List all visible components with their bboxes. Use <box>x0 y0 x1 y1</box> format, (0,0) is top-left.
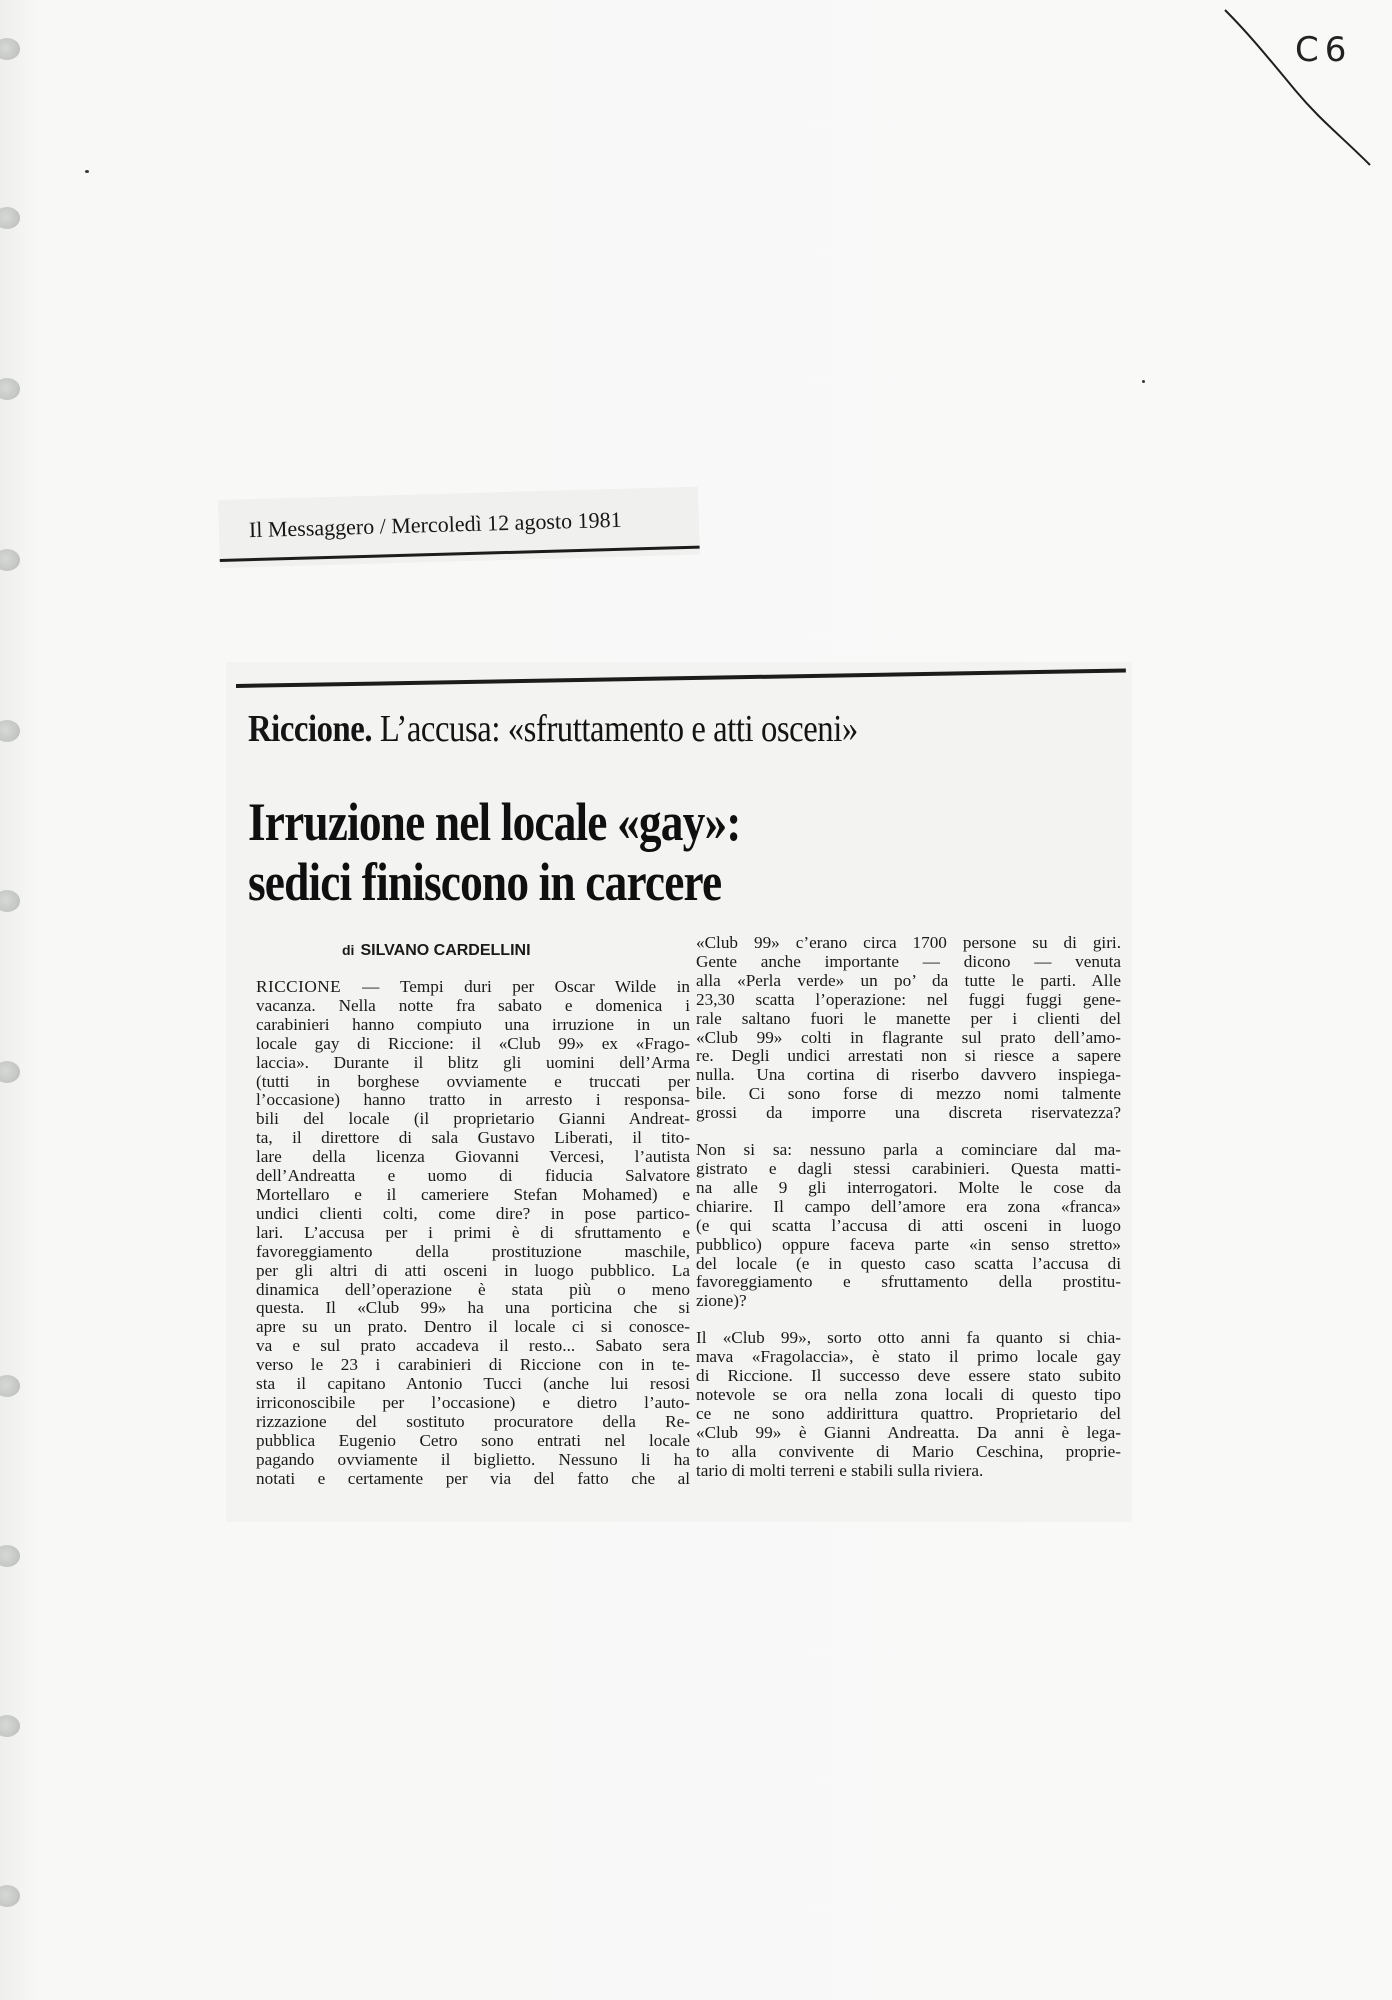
text-line: (e qui scatta l’accusa di atti osceni in luogo <box>696 1215 1121 1235</box>
punch-hole <box>0 1375 20 1397</box>
punch-hole <box>0 378 20 400</box>
text-line: sta il capitano Antonio Tucci (anche lui resosi <box>256 1374 690 1394</box>
text-line: locale gay di Riccione: il «Club 99» ex «Frago- <box>256 1033 690 1053</box>
text-line: rizzazione del sostituto procuratore della Re- <box>256 1411 690 1431</box>
text-line: Mortellaro e il cameriere Stefan Mohamed) e <box>256 1184 690 1204</box>
text-line: pubblica Eugenio Cetro sono entrati nel locale <box>256 1430 690 1450</box>
text-line: bili del locale (il proprietario Gianni Andreat- <box>256 1109 690 1129</box>
headline-line: sedici finiscono in carcere <box>248 852 722 912</box>
kicker-text: L’accusa: «sfruttamento e atti osceni» <box>372 708 858 750</box>
text-line: dell’Andreatta e uomo di fiducia Salvatore <box>256 1166 690 1186</box>
text-line: mava «Fragolaccia», è stato il primo locale gay <box>696 1347 1121 1367</box>
handwritten-slash-mark <box>1210 0 1390 180</box>
text-line: nulla. Una cortina di riserbo davvero inspiega- <box>696 1065 1121 1085</box>
text-line: ce ne sono addirittura quattro. Proprietario del <box>696 1403 1121 1423</box>
text-line: vacanza. Nella notte fra sabato e domenica i <box>256 995 690 1015</box>
text-line: chiarire. Il campo dell’amore era zona «franca» <box>696 1196 1121 1216</box>
top-rule <box>236 668 1126 688</box>
punch-hole <box>0 1715 20 1737</box>
text-line: pagando ovviamente il biglietto. Nessuno li ha <box>256 1449 690 1469</box>
kicker-place: Riccione. <box>248 708 373 750</box>
handwritten-archive-code: C6 <box>1295 30 1353 70</box>
article-column-right <box>696 934 1121 1480</box>
paragraph <box>696 1329 1121 1480</box>
dust-speck <box>85 170 89 173</box>
text-line: grossi da imporre una discreta riservatezza? <box>696 1103 1121 1123</box>
text-line: laccia». Durante il blitz gli uomini dell’Arma <box>256 1052 690 1072</box>
text-line: tario di molti terreni e stabili sulla riviera. <box>696 1460 984 1480</box>
punch-hole <box>0 1885 20 1907</box>
newspaper-clipping <box>226 662 1132 1522</box>
text-line: va e sul prato accadeva il resto... Sabato sera <box>256 1336 690 1356</box>
text-line: ta, il direttore di sala Gustavo Liberati, il tito- <box>256 1128 690 1148</box>
text-line: 23,30 scatta l’operazione: nel fuggi fuggi gene- <box>696 989 1121 1009</box>
text-line: Gente anche importante — dicono — venuta <box>696 951 1121 971</box>
text-line: «Club 99» è Gianni Andreatta. Da anni è lega- <box>696 1422 1121 1442</box>
paragraph <box>696 934 1121 1123</box>
text-line: notevole se ora nella zona locali di questo tipo <box>696 1384 1121 1404</box>
article-kicker <box>248 707 858 751</box>
text-line: undici clienti colti, come dire? in pose partico- <box>256 1203 690 1223</box>
text-line: verso le 23 i carabinieri di Riccione con in te- <box>256 1355 690 1375</box>
text-line: favoreggiamento della prostituzione maschile, <box>256 1241 690 1261</box>
text-line: carabinieri hanno compiuto una irruzione in un <box>256 1014 690 1034</box>
dateline: RICCIONE — <box>256 977 380 996</box>
text-line: lare della licenza Giovanni Vercesi, l’autista <box>256 1147 690 1167</box>
text-line: zione)? <box>696 1291 747 1311</box>
text-line: «Club 99» c’erano circa 1700 persone su di giri. <box>696 933 1121 952</box>
punch-hole <box>0 890 20 912</box>
text-line: «Club 99» colti in flagrante sul prato dell’amo- <box>696 1027 1121 1047</box>
text-line: di Riccione. Il successo deve essere stato subito <box>696 1366 1121 1386</box>
text-line: (tutti in borghese ovviamente e truccati per <box>256 1071 690 1091</box>
headline-line: Irruzione nel locale «gay»: <box>248 792 741 852</box>
text-line: alla «Perla verde» un po’ da tutte le parti. Alle <box>696 970 1121 990</box>
text-line: dinamica dell’operazione è stata più o meno <box>256 1279 690 1299</box>
text-line: na alle 9 gli interrogatori. Molte le cose da <box>696 1177 1121 1197</box>
text-line: apre su un prato. Dentro il locale ci si conosce- <box>256 1317 690 1337</box>
masthead-rule <box>220 546 700 562</box>
article-column-left <box>256 978 690 1488</box>
paragraph <box>696 1141 1121 1311</box>
text-line: to alla convivente di Mario Ceschina, proprie- <box>696 1441 1121 1461</box>
text-line: bile. Ci sono forse di mezzo nomi talmente <box>696 1084 1121 1104</box>
text-line: del locale (e in questo caso scatta l’accusa di <box>696 1253 1121 1273</box>
dust-speck <box>1142 380 1145 383</box>
punch-hole <box>0 720 20 742</box>
text-line: RICCIONE — Tempi duri per Oscar Wilde in <box>256 977 690 996</box>
masthead-text: Il Messaggero / Mercoledì 12 agosto 1981 <box>248 506 622 543</box>
text-line: l’occasione) hanno tratto in arresto i responsa- <box>256 1090 690 1110</box>
text-line: re. Degli undici arrestati non si riesce a sapere <box>696 1046 1121 1066</box>
byline-prefix: di <box>342 942 355 958</box>
text-line: Il «Club 99», sorto otto anni fa quanto si chia- <box>696 1328 1121 1348</box>
text-line: gistrato e dagli stessi carabinieri. Questa matti- <box>696 1158 1121 1178</box>
article-headline <box>248 792 741 912</box>
punch-hole <box>0 1545 20 1567</box>
text-line: Non si sa: nessuno parla a cominciare dal ma- <box>696 1140 1121 1160</box>
text-line: per gli altri di atti osceni in luogo pubblico. La <box>256 1260 690 1280</box>
punch-hole <box>0 549 20 571</box>
text-line: pubblico) oppure faceva parte «in senso stretto» <box>696 1234 1121 1254</box>
text-line: notati e certamente per via del fatto che al <box>256 1468 690 1488</box>
punch-hole <box>0 1061 20 1083</box>
punch-hole <box>0 207 20 229</box>
text-line: lari. L’accusa per i primi è di sfruttamento e <box>256 1222 690 1242</box>
byline <box>342 942 531 960</box>
punch-hole <box>0 38 20 60</box>
text-line: irriconoscibile per l’occasione) e dietro l’auto- <box>256 1392 690 1412</box>
text-line: rale saltano fuori le manette per i clienti del <box>696 1008 1121 1028</box>
byline-author: SILVANO CARDELLINI <box>360 942 531 959</box>
text-line: questa. Il «Club 99» ha una porticina che si <box>256 1298 690 1318</box>
newspaper-masthead <box>218 487 700 568</box>
text-line: favoreggiamento e sfruttamento della prostitu- <box>696 1272 1121 1292</box>
